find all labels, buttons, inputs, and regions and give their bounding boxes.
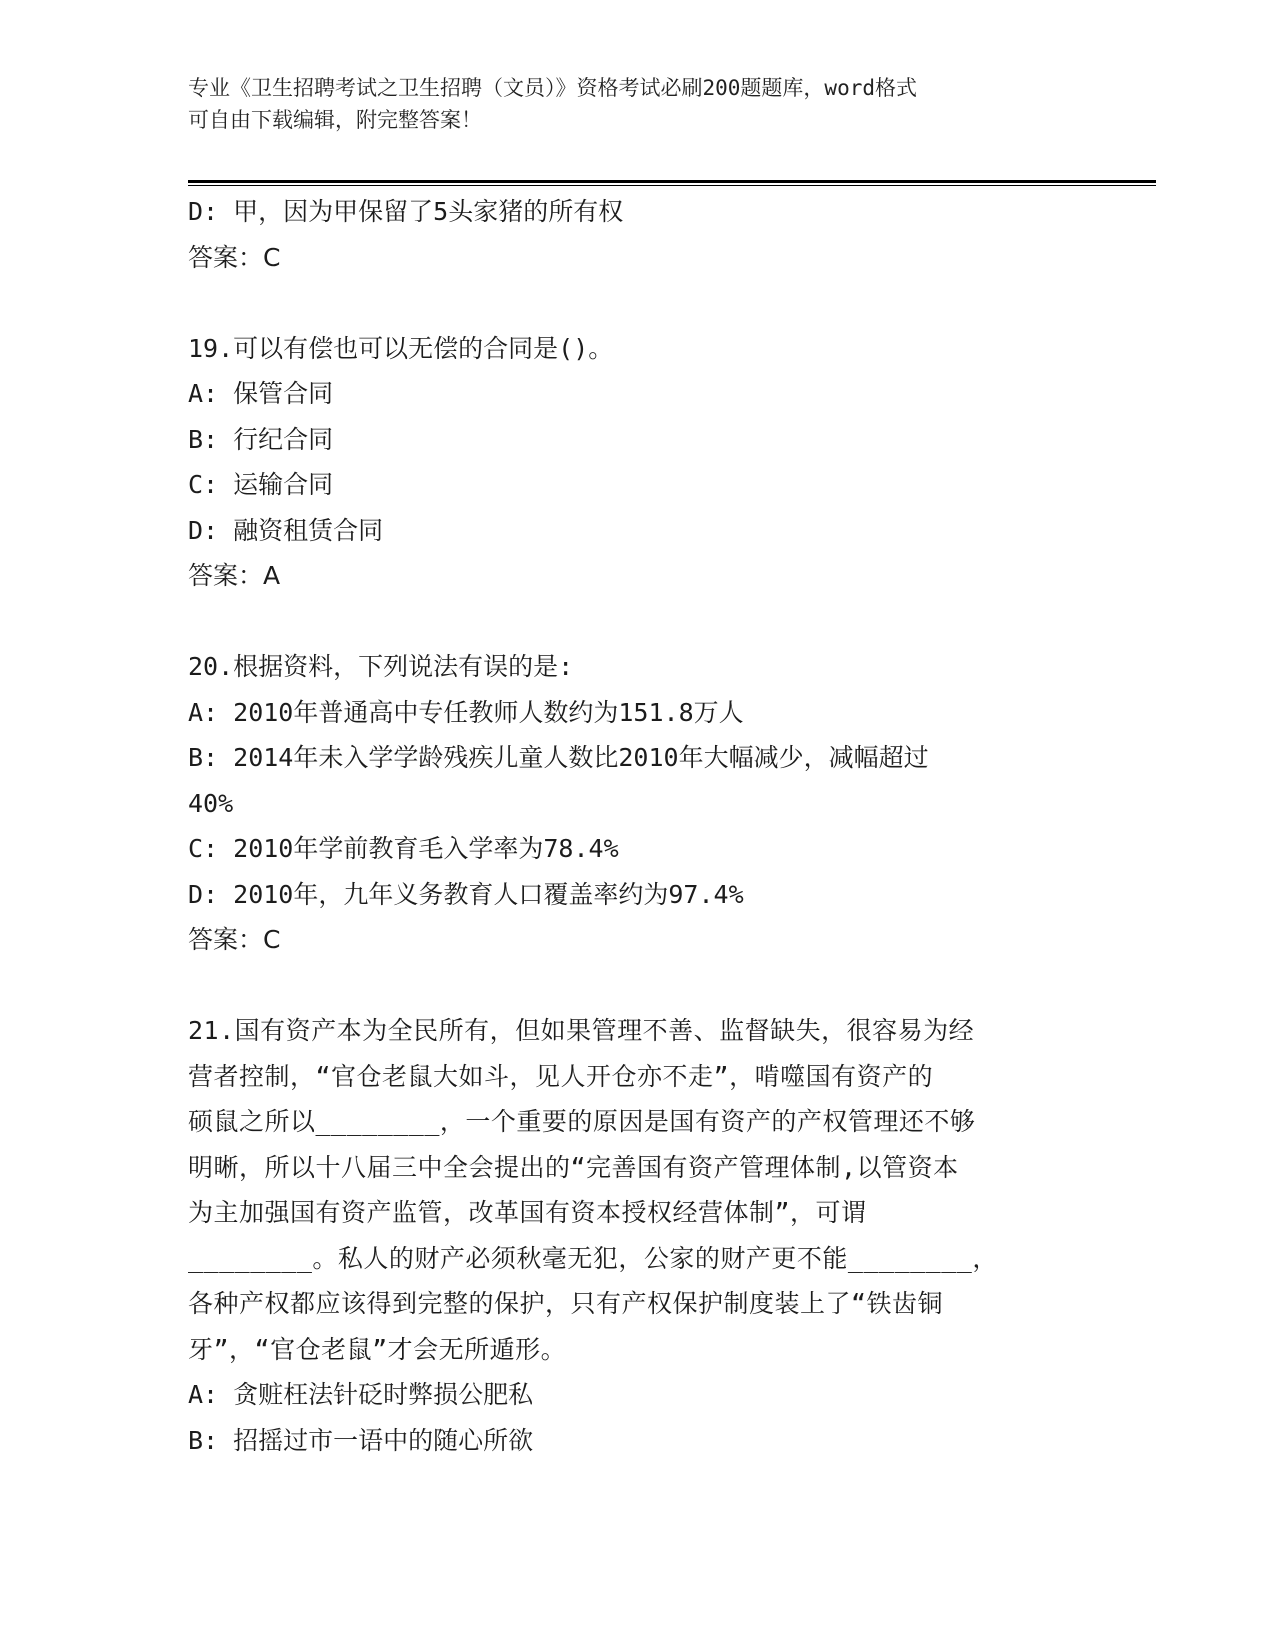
header-rule-thick <box>188 180 1156 183</box>
spacer <box>188 963 1088 1009</box>
document-header <box>188 72 1068 136</box>
q20-option-b-line-2: 40% <box>188 788 234 818</box>
q21-stem-line-2: 营者控制，“官仓老鼠大如斗，见人开仓亦不走”，啃噬国有资产的 <box>188 1061 934 1091</box>
q21-stem-line-4: 明晰，所以十八届三中全会提出的“完善国有资产管理体制,以管资本 <box>188 1152 959 1182</box>
q18-option-d: D: 甲，因为甲保留了5头家猪的所有权 <box>188 197 624 226</box>
header-rule-thin <box>188 185 1156 186</box>
q21-stem-line-8: 牙”，“官仓老鼠”才会无所遁形。 <box>188 1334 567 1364</box>
spacer <box>188 280 1088 326</box>
q18-answer: 答案：C <box>188 242 281 272</box>
q20-option-c: C: 2010年学前教育毛入学率为78.4% <box>188 834 619 863</box>
q21-option-a: A: 贪赃枉法针砭时弊损公肥私 <box>188 1380 534 1409</box>
q21-option-b: B: 招摇过市一语中的随心所欲 <box>188 1425 534 1455</box>
q19-stem: 19.可以有偿也可以无偿的合同是()。 <box>188 333 614 363</box>
header-line-1: 专业《卫生招聘考试之卫生招聘（文员）》资格考试必刷200题题库，word格式 <box>188 76 917 100</box>
q20-answer: 答案：C <box>188 925 281 954</box>
q21-stem-line-3: 硕鼠之所以________，一个重要的原因是国有资产的产权管理还不够 <box>188 1107 976 1136</box>
q21-stem-line-6: ________。私人的财产必须秋毫无犯，公家的财产更不能________， <box>188 1243 998 1273</box>
q19-option-d: D: 融资租赁合同 <box>188 515 384 545</box>
q19-option-a: A: 保管合同 <box>188 379 334 408</box>
q20-option-b-line-1: B: 2014年未入学学龄残疾儿童人数比2010年大幅减少，减幅超过 <box>188 743 929 772</box>
q21-stem-line-5: 为主加强国有资产监管，改革国有资本授权经营体制”，可谓 <box>188 1198 867 1227</box>
q19-option-c: C: 运输合同 <box>188 470 334 499</box>
spacer <box>188 599 1088 645</box>
q20-option-d: D: 2010年，九年义务教育人口覆盖率约为97.4% <box>188 879 744 909</box>
q19-answer: 答案：A <box>188 561 281 590</box>
q20-option-a: A: 2010年普通高中专任教师人数约为151.8万人 <box>188 697 744 727</box>
header-line-2: 可自由下载编辑，附完整答案！ <box>188 108 482 132</box>
q20-stem: 20.根据资料，下列说法有误的是: <box>188 652 574 681</box>
q19-option-b: B: 行纪合同 <box>188 424 334 454</box>
q21-stem-line-1: 21.国有资产本为全民所有，但如果管理不善、监督缺失，很容易为经 <box>188 1016 975 1045</box>
q21-stem-line-7: 各种产权都应该得到完整的保护，只有产权保护制度装上了“铁齿铜 <box>188 1289 944 1318</box>
question-body <box>188 189 1088 1463</box>
